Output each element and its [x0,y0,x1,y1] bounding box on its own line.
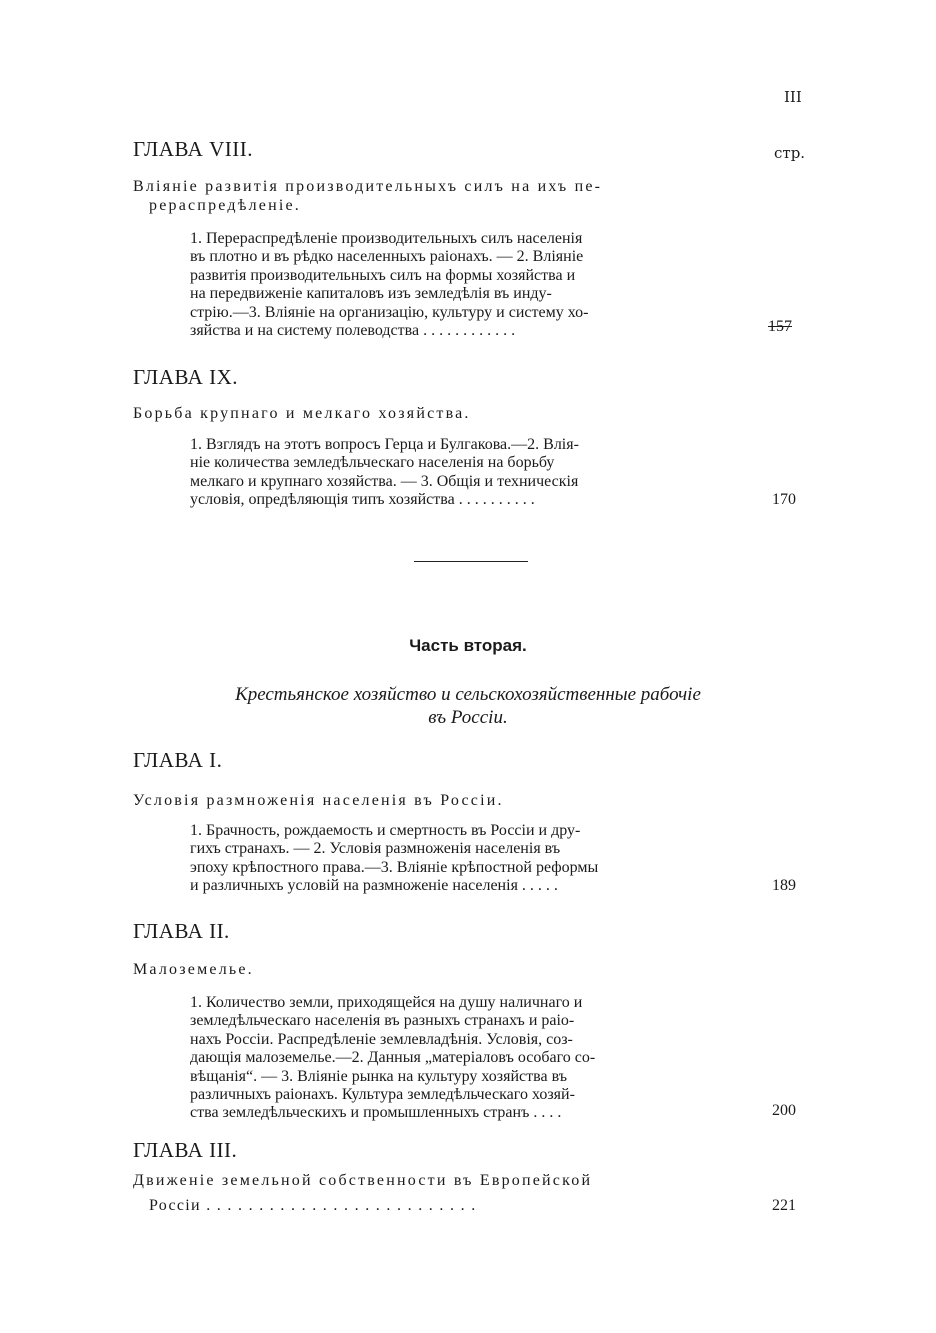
page-ref-ix: 170 [772,491,796,508]
page-number: III [784,88,802,106]
contents-line: условія, опредѣляющія типъ хозяйства . . . . . . . . . . [190,491,535,509]
page-ref-ii: 200 [772,1102,796,1119]
contents-line: нахъ Россіи. Распредѣленіе землевладѣнія. Условія, соз- [190,1030,573,1048]
chapter-heading-viii: ГЛАВА VIII. [133,137,253,161]
page-ref-i: 189 [772,877,796,894]
chapter-heading-iii: ГЛАВА III. [133,1138,238,1162]
contents-line: развитія производительныхъ силъ на формы хозяйства и [190,266,576,284]
contents-line: различныхъ раіонахъ. Культура земледѣльческаго хозяй- [190,1086,575,1104]
contents-line: гихъ странахъ. — 2. Условія размноженія населенія въ [190,840,561,858]
section-divider [414,561,528,562]
contents-line: ніе количества земледѣльческаго населенія на борьбу [190,454,555,472]
contents-line: 1. Взглядъ на этотъ вопросъ Герца и Булгакова.—2. Влія- [190,436,579,453]
chapter-title-ix: Борьба крупнаго и мелкаго хозяйства. [133,405,471,422]
chapter-contents-ii [190,994,752,1123]
contents-line: зяйства и на систему полеводства . . . . . . . . . . . . [190,322,516,340]
chapter-title-iii-line1: Движеніе земельной собственности въ Европейской [133,1172,593,1189]
chapter-contents-i [190,822,752,896]
chapter-title-ii: Малоземелье. [133,961,254,978]
contents-line: въ плотно и въ рѣдко населенныхъ раіонахъ. — 2. Вліяніе [190,248,584,266]
page-column-label: стр. [774,144,806,162]
contents-line: стрію.—3. Вліяніе на организацію, культуру и систему хо- [190,303,589,321]
contents-line: вѣщанія“. — 3. Вліяніе рынка на культуру хозяйства въ [190,1067,567,1085]
chapter-title-viii-line2: рераспредѣленіе. [149,197,301,214]
contents-line: и различныхъ условій на размноженіе населенія . . . . . [190,877,558,895]
chapter-contents-viii [190,230,752,340]
chapter-heading-ix: ГЛАВА IX. [133,365,238,389]
chapter-title-viii-line1: Вліяніе развитія производительныхъ силъ на ихъ пе- [133,178,603,195]
contents-line: ства земледѣльческихъ и промышленныхъ странъ . . . . [190,1104,562,1122]
contents-line: мелкаго и крупнаго хозяйства. — 3. Общія и техническія [190,472,579,490]
part-subtitle-line1: Крестьянское хозяйство и сельскохозяйственные рабочіе [235,684,701,705]
chapter-title-iii-line2: Россіи . . . . . . . . . . . . . . . . . . . . . . . . . . [149,1197,477,1214]
contents-line: эпоху крѣпостного права.—3. Вліяніе крѣпостной реформы [190,858,599,876]
part-heading: Часть вторая. [409,636,527,655]
chapter-heading-i: ГЛАВА I. [133,748,223,772]
page-ref-iii: 221 [772,1197,796,1214]
contents-line: 1. Перераспредѣленіе производительныхъ силъ населенія [190,230,583,247]
chapter-heading-ii: ГЛАВА II. [133,919,230,943]
chapter-title-i: Условія размноженія населенія въ Россіи. [133,792,504,809]
page-ref-viii: 157 [768,318,792,335]
contents-line: дающія малоземелье.—2. Данныя „матеріаловъ особаго со- [190,1049,596,1067]
part-subtitle-line2: въ Россіи. [428,707,508,728]
contents-line: 1. Количество земли, приходящейся на душу наличнаго и [190,994,583,1011]
chapter-contents-ix [190,436,752,510]
contents-line: на передвиженіе капиталовъ изъ земледѣлія въ инду- [190,285,552,303]
contents-line: земледѣльческаго населенія въ разныхъ странахъ и раіо- [190,1012,575,1030]
contents-line: 1. Брачность, рождаемость и смертность въ Россіи и дру- [190,822,581,839]
